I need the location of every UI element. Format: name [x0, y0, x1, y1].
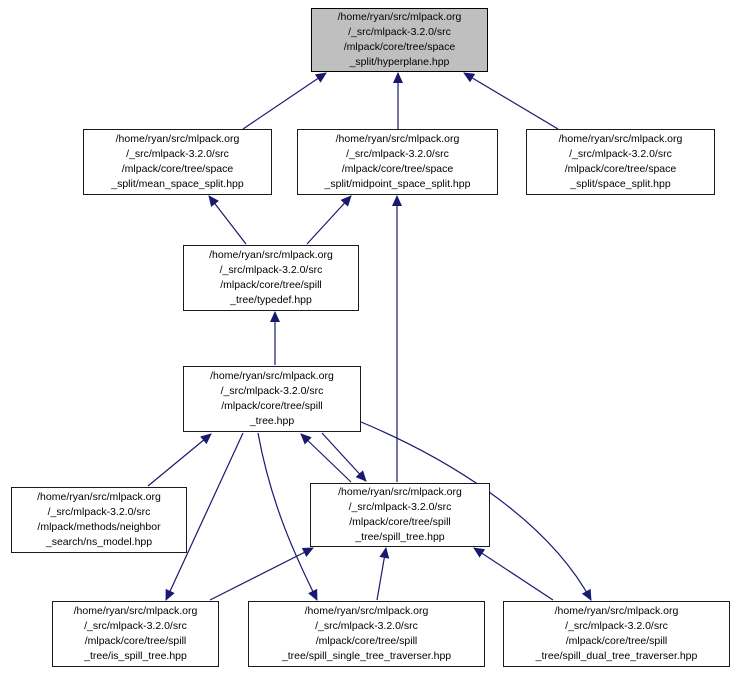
edge-spill_typedef-to-midpoint_space_split — [307, 196, 351, 244]
node-ns-model-hpp[interactable] — [11, 487, 187, 553]
node-label-line: _split/hyperplane.hpp — [349, 56, 450, 68]
node-hyperplane-hpp[interactable] — [311, 8, 488, 72]
node-label-line: /_src/mlpack-3.2.0/src — [126, 148, 229, 160]
edge-spill_tree-to-spill_tree_master — [301, 434, 351, 482]
node-label-line: /home/ryan/src/mlpack.org — [335, 133, 460, 145]
edge-ns_model-to-spill_tree_master — [148, 434, 211, 486]
node-spill-tree-spill-tree-hpp[interactable] — [310, 483, 490, 547]
node-space-split-hpp[interactable] — [526, 129, 715, 195]
node-label-line: _tree/spill_tree.hpp — [355, 531, 445, 543]
node-label-line: /_src/mlpack-3.2.0/src — [346, 148, 449, 160]
node-label-line: /_src/mlpack-3.2.0/src — [348, 26, 451, 38]
edge-spill_single_tree_traverser-to-spill_tree — [377, 548, 386, 600]
node-spill-tree-typedef-hpp[interactable] — [183, 245, 359, 311]
node-label-line: /home/ryan/src/mlpack.org — [304, 605, 429, 617]
edge-mean_space_split-to-hyperplane — [243, 73, 326, 129]
node-label-line: /home/ryan/src/mlpack.org — [115, 133, 240, 145]
node-label-line: /mlpack/core/tree/spill — [349, 516, 451, 528]
node-label-line: /mlpack/core/tree/spill — [315, 635, 418, 647]
node-label-line: /mlpack/core/tree/spill — [84, 635, 187, 647]
edge-is_spill_tree-to-spill_tree — [210, 548, 313, 600]
node-label-line: /_src/mlpack-3.2.0/src — [219, 264, 323, 276]
node-label-line: /home/ryan/src/mlpack.org — [73, 605, 198, 617]
node-label-line: _tree/spill_single_tree_traverser.hpp — [281, 650, 452, 662]
node-label-line: /_src/mlpack-3.2.0/src — [47, 506, 151, 518]
node-label-line: /home/ryan/src/mlpack.org — [554, 605, 679, 617]
node-label-line: /mlpack/core/tree/spill — [220, 279, 322, 291]
node-label-line: /_src/mlpack-3.2.0/src — [84, 620, 187, 632]
node-label-line: /_src/mlpack-3.2.0/src — [315, 620, 418, 632]
node-mean-space-split-hpp[interactable] — [83, 129, 272, 195]
node-label-line: /mlpack/core/tree/space — [343, 41, 456, 53]
node-label-line: /mlpack/methods/neighbor — [37, 521, 161, 533]
edge-spill_typedef-to-mean_space_split — [209, 196, 246, 244]
node-label-line: /home/ryan/src/mlpack.org — [337, 11, 462, 23]
node-label-line: /mlpack/core/tree/space — [121, 163, 234, 175]
node-label-line: /home/ryan/src/mlpack.org — [558, 133, 683, 145]
edge-spill_dual_tree_traverser-to-spill_tree — [474, 548, 553, 600]
node-label-line: /_src/mlpack-3.2.0/src — [220, 385, 324, 397]
node-is-spill-tree-hpp[interactable] — [52, 601, 219, 667]
node-label-line: /home/ryan/src/mlpack.org — [338, 486, 462, 498]
node-label-line: /home/ryan/src/mlpack.org — [210, 370, 334, 382]
node-label-line: /mlpack/core/tree/spill — [565, 635, 668, 647]
node-spill-dual-tree-traverser-hpp[interactable] — [503, 601, 730, 667]
node-label-line: /mlpack/core/tree/space — [564, 163, 677, 175]
node-label-line: _tree/typedef.hpp — [230, 294, 312, 306]
edge-spill_tree_master-to-spill_single_tree_traverser — [258, 433, 317, 600]
edge-spill_tree_master-to-spill_tree — [322, 433, 366, 481]
node-spill-tree-master-hpp[interactable] — [183, 366, 361, 432]
edge-space_split-to-hyperplane — [464, 73, 558, 129]
node-label-line: _tree/is_spill_tree.hpp — [84, 650, 187, 662]
node-label-line: /_src/mlpack-3.2.0/src — [565, 620, 668, 632]
node-label-line: _split/mean_space_split.hpp — [111, 178, 244, 190]
node-label-line: _tree.hpp — [249, 415, 295, 427]
node-label-line: /_src/mlpack-3.2.0/src — [348, 501, 452, 513]
node-label-line: _split/space_split.hpp — [570, 178, 671, 190]
node-label-line: /home/ryan/src/mlpack.org — [37, 491, 161, 503]
node-label-line: /mlpack/core/tree/spill — [221, 400, 323, 412]
node-label-line: _split/midpoint_space_split.hpp — [324, 178, 471, 190]
node-label-line: _search/ns_model.hpp — [45, 536, 153, 548]
node-label-line: /_src/mlpack-3.2.0/src — [569, 148, 672, 160]
node-label-line: /home/ryan/src/mlpack.org — [209, 249, 333, 261]
node-spill-single-tree-traverser-hpp[interactable] — [248, 601, 485, 667]
node-label-line: /mlpack/core/tree/space — [341, 163, 454, 175]
node-label-line: _tree/spill_dual_tree_traverser.hpp — [535, 650, 698, 662]
node-midpoint-space-split-hpp[interactable] — [297, 129, 498, 195]
